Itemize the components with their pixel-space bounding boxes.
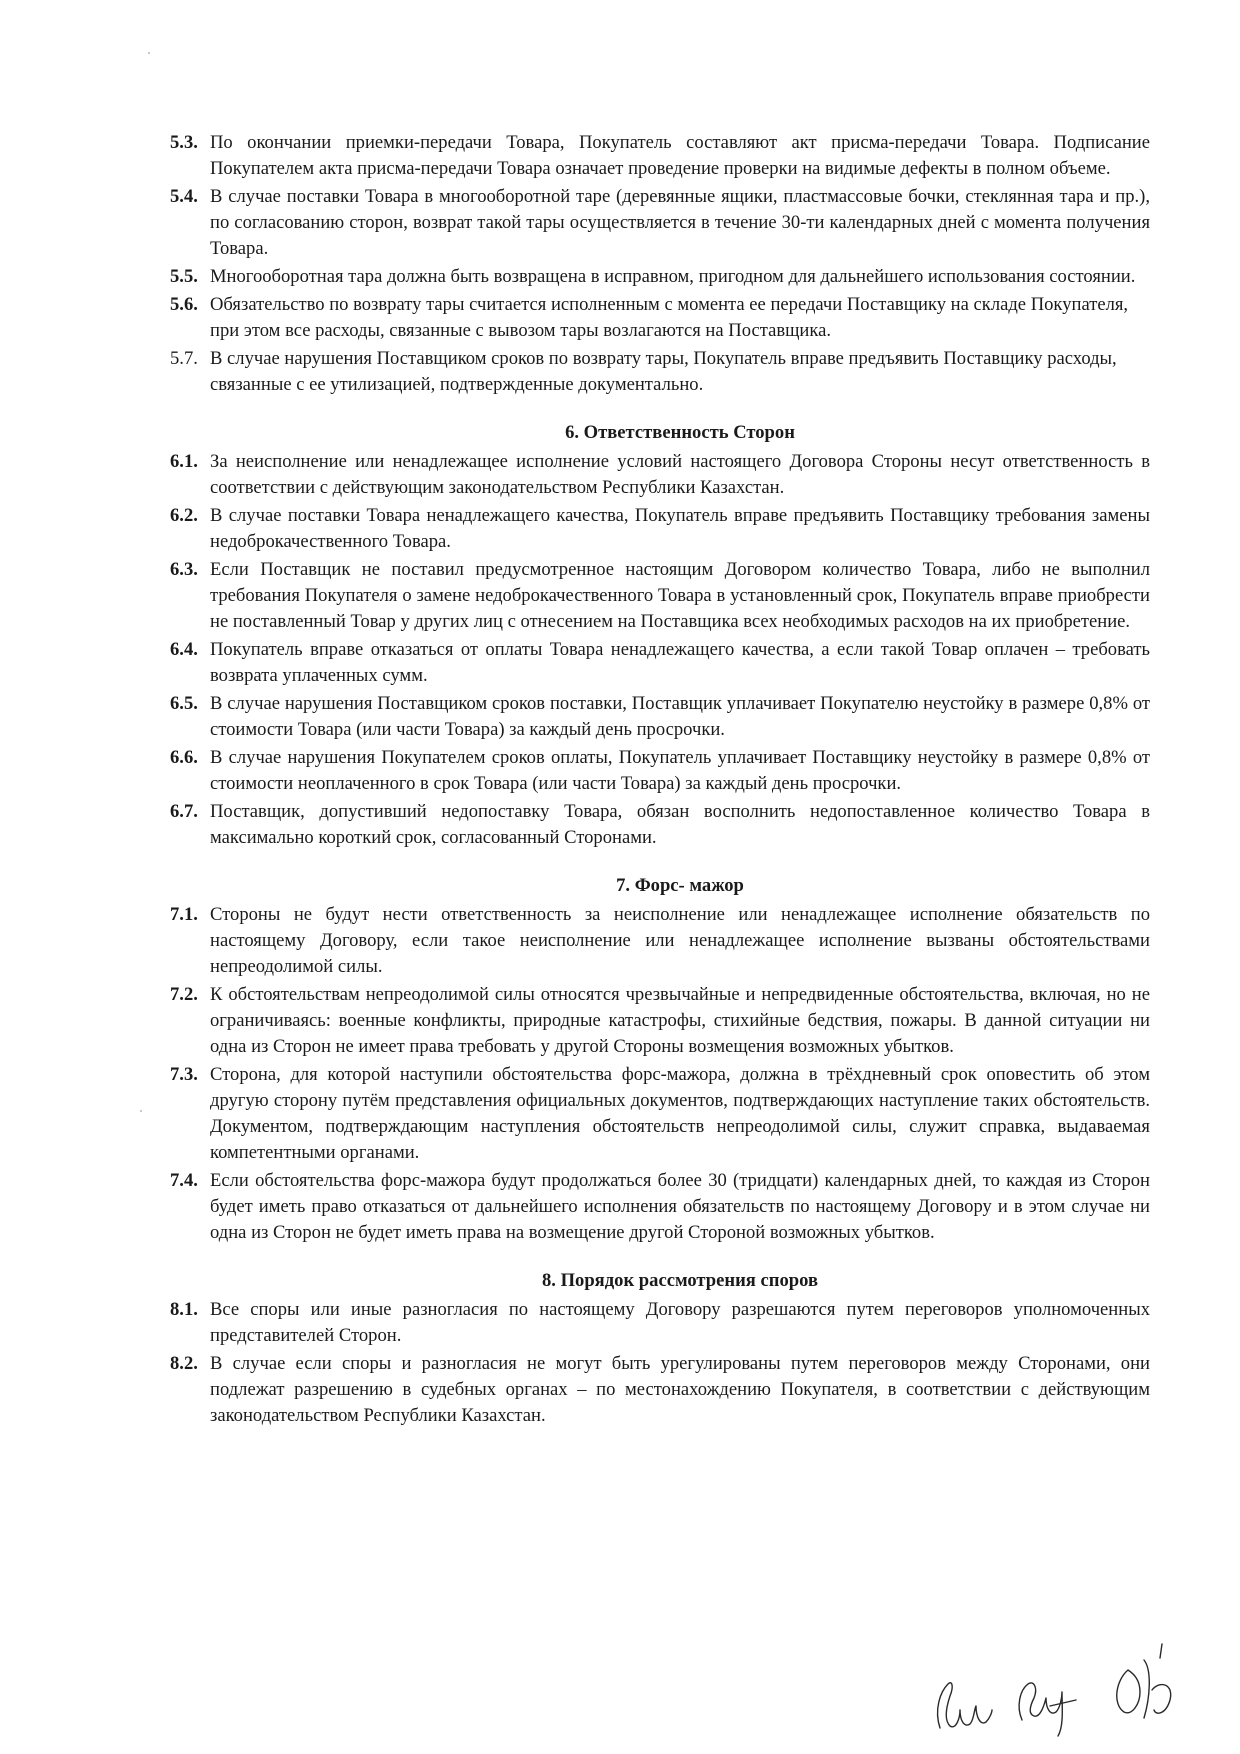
clause-6-5 — [170, 691, 1150, 743]
clause-number: 6.5. — [170, 693, 198, 714]
clause-6-3 — [170, 557, 1150, 635]
clause-6-6 — [170, 745, 1150, 797]
clause-number: 8.2. — [170, 1353, 198, 1374]
scan-speck — [140, 1110, 142, 1112]
clause-7-4 — [170, 1168, 1150, 1246]
clause-text: За неисполнение или ненадлежащее исполнение условий настоящего Договора Стороны несут ответственность в соответствии с действующим законодательством Республики Казахстан. — [210, 451, 1150, 498]
clause-number: 5.7. — [170, 348, 198, 369]
clause-7-1 — [170, 902, 1150, 980]
clause-text: Многооборотная тара должна быть возвращена в исправном, пригодном для дальнейшего использования состоянии. — [210, 266, 1136, 287]
clause-number: 5.4. — [170, 186, 198, 207]
clause-number: 6.7. — [170, 801, 198, 822]
clause-5-7 — [170, 346, 1150, 398]
clause-number: 5.5. — [170, 266, 198, 287]
clause-text: Стороны не будут нести ответственность за неисполнение или ненадлежащее исполнение обязательств по настоящему Договору, если такое неисполнение или ненадлежащее исполнение вызваны обстоятельствами непреодолимой силы. — [210, 904, 1150, 977]
clause-number: 7.2. — [170, 984, 198, 1005]
clause-6-4 — [170, 637, 1150, 689]
section-6-heading: 6. Ответственность Сторон — [565, 422, 795, 443]
clause-text: Все споры или иные разногласия по настоящему Договору разрешаются путем переговоров уполномоченных представителей Сторон. — [210, 1299, 1150, 1346]
clause-text: Если обстоятельства форс-мажора будут продолжаться более 30 (тридцати) календарных дней, то каждая из Сторон будет иметь право отказаться от дальнейшего исполнения обязательств по настоящему Договору и в этом случае ни одна из Сторон не будет иметь права на возмещение другой Стороной возможных убытков. — [210, 1170, 1150, 1243]
clause-5-5 — [170, 264, 1150, 290]
section-8-clauses — [170, 1297, 1150, 1429]
clause-6-7 — [170, 799, 1150, 851]
clause-8-2 — [170, 1351, 1150, 1429]
contract-text — [170, 130, 1150, 1431]
signature-2 — [1019, 1683, 1076, 1736]
clause-text: Покупатель вправе отказаться от оплаты Товара ненадлежащего качества, а если такой Товар оплачен – требовать возврата уплаченных сумм. — [210, 639, 1150, 686]
clause-7-2 — [170, 982, 1150, 1060]
clause-6-2 — [170, 503, 1150, 555]
clause-number: 7.3. — [170, 1064, 198, 1085]
clause-text: По окончании приемки-передачи Товара, Покупатель составляют акт присма-передачи Товара. Подписание Покупателем акта присма-передачи Товара означает проведение проверки на видимые дефекты в полном объеме. — [210, 132, 1150, 179]
clause-number: 5.3. — [170, 132, 198, 153]
clause-text: В случае поставки Товара ненадлежащего качества, Покупатель вправе предъявить Поставщику требования замены недоброкачественного Товара. — [210, 505, 1150, 552]
section-7-clauses — [170, 902, 1150, 1246]
signature-marks — [930, 1640, 1190, 1740]
clause-number: 8.1. — [170, 1299, 198, 1320]
clause-number: 7.1. — [170, 904, 198, 925]
clause-text: Сторона, для которой наступили обстоятельства форс-мажора, должна в трёхдневный срок оповестить об этом другую сторону путём представления официальных документов, подтверждающих наступление таких обстоятельств. Документом, подтверждающим наступления обстоятельств непреодолимой силы, служит справка, выдаваемая компетентными органами. — [210, 1064, 1150, 1163]
clause-8-1 — [170, 1297, 1150, 1349]
signature-1 — [938, 1683, 992, 1728]
clause-5-4 — [170, 184, 1150, 262]
scan-speck — [148, 52, 150, 54]
clause-5-3 — [170, 130, 1150, 182]
clause-text: В случае поставки Товара в многооборотной таре (деревянные ящики, пластмассовые бочки, стеклянная тара и пр.), по согласованию сторон, возврат такой тары осуществляется в течение 30-ти календарных дней с момента получения Товара. — [210, 186, 1150, 259]
section-8-heading: 8. Порядок рассмотрения споров — [541, 1270, 818, 1291]
clause-text: В случае нарушения Покупателем сроков оплаты, Покупатель уплачивает Поставщику неустойку в размере 0,8% от стоимости неоплаченного в срок Товара (или части Товара) за каждый день просрочки. — [210, 747, 1150, 794]
clause-5-6 — [170, 292, 1150, 344]
section-5-clauses — [170, 130, 1150, 398]
clause-text: К обстоятельствам непреодолимой силы относятся чрезвычайные и непредвиденные обстоятельства, включая, но не ограничиваясь: военные конфликты, природные катастрофы, стихийные бедствия, пожары. В данной ситуации ни одна из Сторон не имеет права требовать у другой Стороны возмещения возможных убытков. — [210, 984, 1150, 1057]
clause-text: В случае нарушения Поставщиком сроков по возврату тары, Покупатель вправе предъявить Поставщику расходы, связанные с ее утилизацией, подтвержденные документально. — [210, 348, 1117, 395]
clause-number: 6.4. — [170, 639, 198, 660]
clause-text: Если Поставщик не поставил предусмотренное настоящим Договором количество Товара, либо не выполнил требования Покупателя о замене недоброкачественного Товара в установленный срок, Покупатель вправе приобрести не поставленный Товар у других лиц с отнесением на Поставщика всех необходимых расходов на их приобретение. — [210, 559, 1150, 632]
clause-6-1 — [170, 449, 1150, 501]
section-6-clauses — [170, 449, 1150, 851]
section-7-heading: 7. Форс- мажор — [616, 875, 744, 896]
clause-text: Поставщик, допустивший недопоставку Товара, обязан восполнить недопоставленное количество Товара в максимально короткий срок, согласованный Сторонами. — [210, 801, 1150, 848]
clause-7-3 — [170, 1062, 1150, 1166]
signature-3 — [1117, 1644, 1171, 1718]
clause-number: 6.1. — [170, 451, 198, 472]
clause-text: В случае нарушения Поставщиком сроков поставки, Поставщик уплачивает Покупателю неустойку в размере 0,8% от стоимости Товара (или части Товара) за каждый день просрочки. — [210, 693, 1150, 740]
clause-number: 6.3. — [170, 559, 198, 580]
signatures — [930, 1640, 1190, 1740]
clause-number: 5.6. — [170, 294, 198, 315]
clause-number: 7.4. — [170, 1170, 198, 1191]
clause-number: 6.2. — [170, 505, 198, 526]
clause-number: 6.6. — [170, 747, 198, 768]
clause-text: В случае если споры и разногласия не могут быть урегулированы путем переговоров между Сторонами, они подлежат разрешению в судебных органах – по местонахождению Покупателя, в соответствии с действующим законодательством Республики Казахстан. — [210, 1353, 1150, 1426]
clause-text: Обязательство по возврату тары считается исполненным с момента ее передачи Поставщику на складе Покупателя, при этом все расходы, связанные с вывозом тары возлагаются на Поставщика. — [210, 294, 1129, 341]
